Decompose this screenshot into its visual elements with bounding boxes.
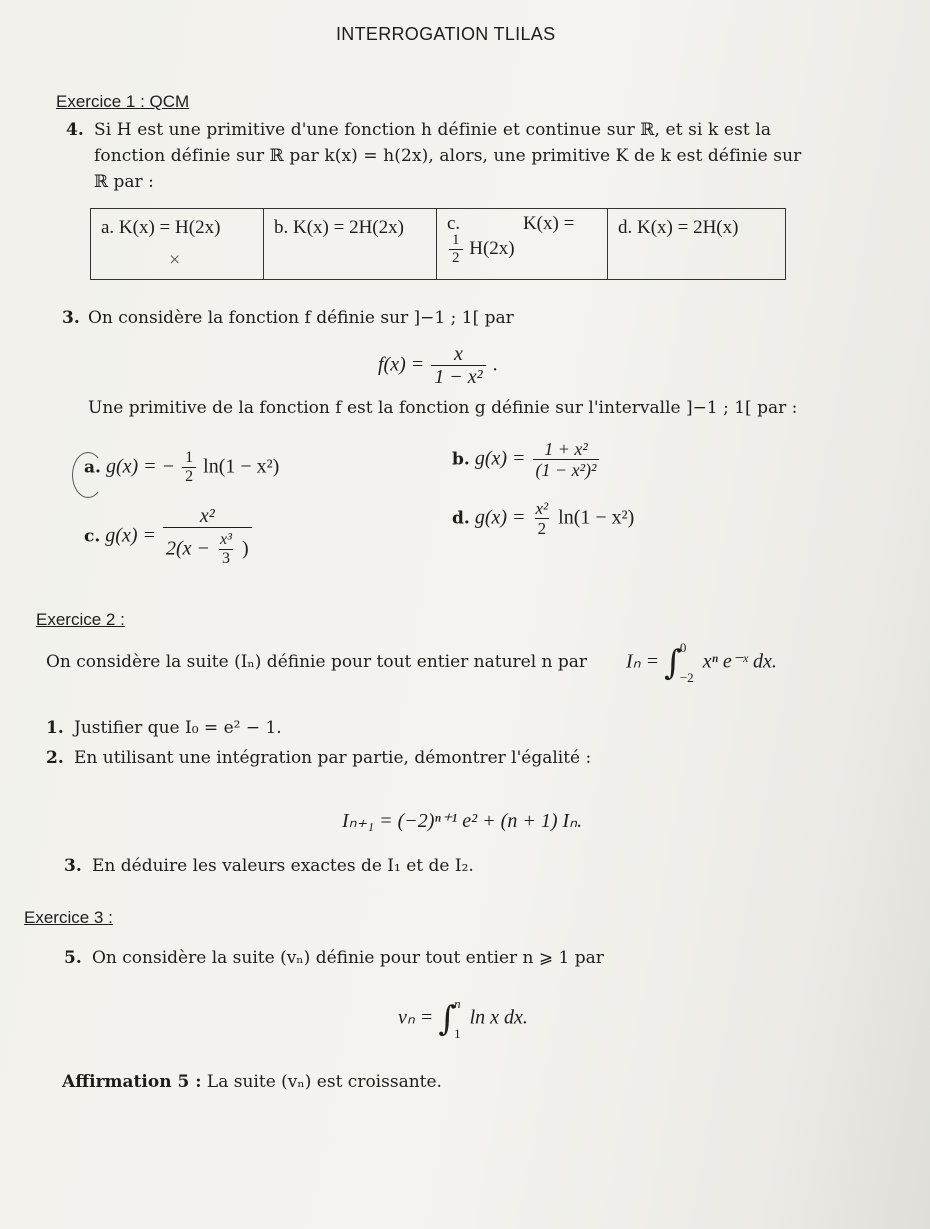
option-c-equation: K(x) = (522, 213, 575, 234)
q3-option-c-label: c. (84, 526, 101, 547)
option-c-label: c. (447, 213, 461, 234)
function-f-formula (378, 344, 498, 388)
option-a-text: a. K(x) = H(2x) (101, 217, 221, 238)
exercise-1-title: Exercice 1 : QCM (56, 92, 190, 111)
q3-option-c-fraction (163, 506, 252, 568)
qcm-options-table (90, 208, 786, 280)
sequence-i-lhs: Iₙ = (626, 650, 660, 673)
option-b-text: b. K(x) = 2H(2x) (274, 217, 404, 238)
ex3-question-5-text: On considère la suite (vₙ) définie pour tout entier n ⩾ 1 par (92, 948, 604, 968)
sequence-i-definition (626, 640, 777, 686)
q3-option-a-fraction (182, 450, 196, 486)
q3-option-c[interactable] (84, 506, 254, 568)
q3-option-b-numerator: 1 + x² (544, 439, 588, 459)
function-f-dot: . (492, 353, 498, 376)
q3-option-a-fraction-numerator: 1 (185, 449, 194, 466)
q3-option-d-label: d. (452, 508, 470, 529)
q3-option-b-label: b. (452, 449, 470, 470)
q3-option-c-numerator: x² (199, 505, 215, 527)
option-c-fraction-numerator: 1 (452, 232, 460, 248)
function-f-denominator: 1 − x² (431, 365, 485, 388)
sequence-v-definition (398, 996, 528, 1042)
q3-option-a-label: a. (84, 457, 101, 478)
ex3-question-5-number: 5. (64, 948, 82, 968)
q3-option-d[interactable] (452, 500, 634, 538)
option-b-cell[interactable] (264, 209, 437, 280)
option-d-text: d. K(x) = 2H(x) (618, 217, 739, 238)
q3-option-d-tail: ln(1 − x²) (558, 506, 635, 529)
q3-option-c-lhs: g(x) = (105, 524, 156, 547)
q3-option-a[interactable] (84, 450, 279, 486)
ex2-question-3-number: 3. (64, 856, 82, 876)
question-3-number: 3. (62, 308, 80, 328)
ex2-question-2-number: 2. (46, 748, 64, 768)
q3-option-c-inner-denominator: 3 (219, 549, 233, 568)
exercise-2-intro-text: On considère la suite (Iₙ) définie pour tout entier naturel n par (46, 652, 588, 672)
ex2-question-2-text: En utilisant une intégration par partie, démontrer l'égalité : (74, 748, 592, 768)
exercise-2-title: Exercice 2 : (36, 610, 125, 629)
affirmation-5-text: La suite (vₙ) est croissante. (206, 1072, 442, 1092)
function-f-numerator: x (453, 343, 463, 365)
question-3-text: On considère la fonction f définie sur ]−1 ; 1[ par (88, 308, 514, 328)
integral-v-body: ln x dx. (469, 1006, 528, 1029)
q3-option-b-lhs: g(x) = (474, 447, 526, 470)
q3-option-d-fraction-denominator: 2 (535, 518, 550, 538)
q3-option-d-lhs: g(x) = (474, 506, 526, 529)
option-c-cell[interactable] (437, 209, 608, 280)
option-d-cell[interactable] (608, 209, 786, 280)
handwritten-circle-mark (72, 452, 104, 498)
q3-option-c-denominator (163, 527, 252, 568)
function-f-lhs: f(x) = (378, 353, 425, 376)
exercise-3-title: Exercice 3 : (24, 908, 113, 927)
function-f-fraction (431, 344, 485, 388)
affirmation-5-label: Affirmation 5 : (62, 1072, 202, 1092)
q3-option-b[interactable] (452, 440, 601, 480)
integral-lower-limit: −2 (679, 670, 694, 685)
q3-option-a-lhs: g(x) = − (105, 455, 176, 478)
question-4-line-2: fonction définie sur ℝ par k(x) = h(2x), alors, une primitive K de k est définie sur (94, 146, 802, 166)
q3-option-c-denominator-start: 2(x − (165, 537, 211, 560)
q3-option-d-fraction-numerator: x² (535, 499, 549, 518)
ex2-question-1-text: Justifier que I₀ = e² − 1. (74, 718, 282, 738)
q3-option-c-inner-fraction (217, 532, 235, 568)
integral-limits (680, 640, 694, 686)
option-a-cell[interactable] (91, 209, 264, 280)
page-title: INTERROGATION TLILAS (336, 24, 556, 44)
q3-option-a-tail: ln(1 − x²) (203, 455, 280, 478)
handwritten-cross-mark: × (169, 249, 181, 271)
q3-option-b-fraction (533, 440, 600, 480)
exercise-2-intro (46, 652, 587, 672)
q3-option-c-denominator-end: ) (241, 537, 249, 560)
recurrence-formula: Iₙ₊₁ = (−2)ⁿ⁺¹ e² + (n + 1) Iₙ. (342, 810, 583, 832)
q3-option-d-fraction (533, 500, 552, 538)
option-c-tail: H(2x) (469, 238, 515, 260)
q3-option-c-inner-numerator: x³ (220, 531, 232, 548)
integral-v-lower-limit: 1 (454, 1026, 461, 1041)
sequence-v-lhs: vₙ = (398, 1006, 434, 1029)
question-4-number: 4. (66, 120, 84, 140)
ex2-question-1-number: 1. (46, 718, 64, 738)
integral-limits-v (454, 996, 461, 1042)
question-4-line-1: Si H est une primitive d'une fonction h définie et continue sur ℝ, et si k est la (94, 120, 772, 140)
integral-upper-limit: 0 (679, 640, 687, 655)
question-4-line-3: ℝ par : (94, 172, 154, 192)
option-c-fraction (449, 233, 463, 267)
primitive-sentence: Une primitive de la fonction f est la fonction g définie sur l'intervalle ]−1 ; 1[ par : (88, 398, 798, 418)
affirmation-5 (62, 1072, 442, 1092)
integral-sign-v: ∫ (438, 999, 457, 1039)
q3-option-b-denominator: (1 − x²)² (533, 459, 600, 480)
integral-body: xⁿ e⁻ˣ dx. (702, 650, 777, 673)
ex2-question-3-text: En déduire les valeurs exactes de I₁ et de I₂. (92, 856, 474, 876)
integral-sign: ∫ (664, 643, 682, 683)
integral-v-upper-limit: n (454, 996, 461, 1011)
q3-option-a-fraction-denominator: 2 (182, 467, 196, 486)
option-c-fraction-denominator: 2 (449, 249, 463, 267)
